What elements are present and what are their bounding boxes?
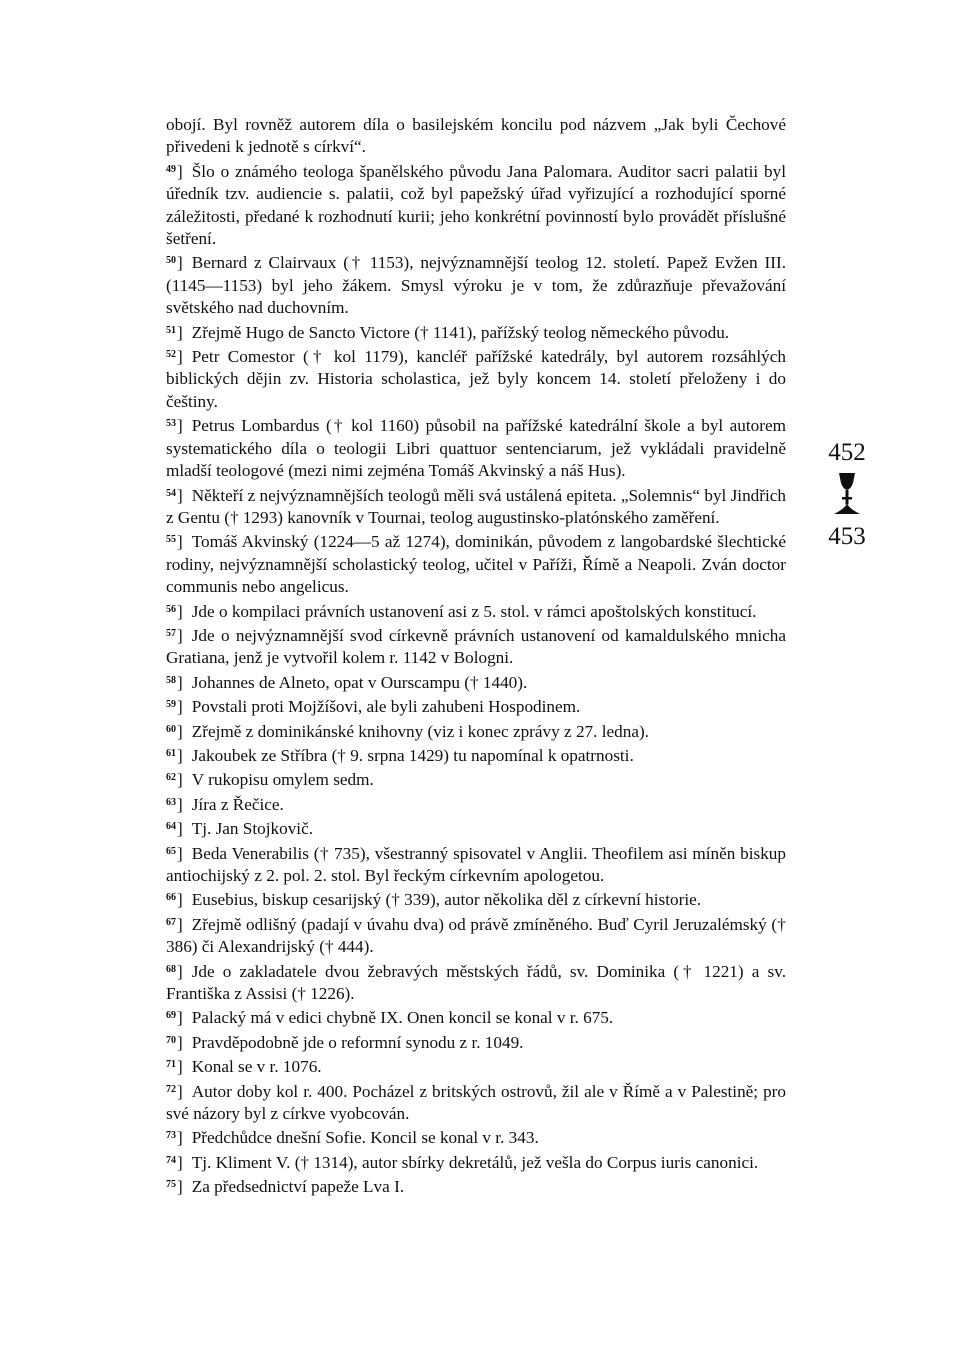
footnote-text: Tomáš Akvinský (1224—5 až 1274), dominikán, původem z langobardské šlechtické rodiny, nejvýznamnější scholastický teolog, učitel v Paříži, Římě a Neapoli. Zván doctor communis nebo angelicus. (166, 532, 786, 597)
footnote-bracket: ] (177, 819, 183, 839)
footnote-70 (166, 1030, 786, 1054)
footnote-number: 65 (166, 845, 176, 857)
footnote-text: Johannes de Alneto, opat v Ourscampu († 1440). (191, 672, 528, 692)
footnote-number: 69 (166, 1010, 176, 1022)
footnote-60 (166, 719, 786, 743)
footnote-bracket: ] (177, 890, 183, 910)
footnote-bracket: ] (177, 1032, 183, 1052)
footnote-text: Předchůdce dnešní Sofie. Koncil se konal v r. 343. (191, 1128, 539, 1148)
footnote-bracket: ] (177, 1128, 183, 1148)
footnote-number: 62 (166, 772, 176, 784)
footnote-number: 55 (166, 534, 176, 546)
footnote-text: Jde o nejvýznamnější svod církevně právních ustanovení od kamaldulského mnicha Gratiana, jenž je vytvořil kolem r. 1142 v Bologni. (166, 625, 786, 668)
footnote-68 (166, 959, 786, 1006)
footnote-number: 63 (166, 796, 176, 808)
footnote-text: Autor doby kol r. 400. Pocházel z britských ostrovů, žil ale v Římě a v Palestině; pro své názory byl z církve vyobcován. (166, 1081, 786, 1124)
footnote-67 (166, 912, 786, 959)
footnote-text: Petrus Lombardus († kol 1160) působil na pařížské katedrální škole a byl autorem systematického díla o teologii Libri quattuor sentenciarum, jež vykládali pravidelně mladší teologové (mezi nimi zejména Tomáš Akvinský a náš Hus). (166, 416, 786, 481)
footnote-52 (166, 344, 786, 413)
footnote-number: 57 (166, 627, 176, 639)
footnote-64 (166, 816, 786, 840)
footnote-number: 70 (166, 1034, 176, 1046)
footnote-bracket: ] (177, 485, 183, 505)
footnote-text: obojí. Byl rovněž autorem díla o basilejském koncilu pod názvem „Jak byli Čechové přivedeni k jednotě s církví“. (166, 115, 786, 157)
footnote-bracket: ] (177, 697, 183, 717)
page-number-top: 452 (828, 439, 866, 466)
footnote-text: Zřejmě Hugo de Sancto Victore († 1141), pařížský teolog německého původu. (191, 322, 730, 342)
footnote-bracket: ] (177, 745, 183, 765)
footnote-number: 68 (166, 963, 176, 975)
footnote-text: Zřejmě z dominikánské knihovny (viz i konec zprávy z 27. ledna). (191, 721, 649, 741)
footnote-number: 74 (166, 1154, 176, 1166)
footnote-49 (166, 159, 786, 251)
footnote-text: Jakoubek ze Stříbra († 9. srpna 1429) tu napomínal k opatrnosti. (191, 745, 634, 765)
footnote-number: 66 (166, 892, 176, 904)
footnote-58 (166, 670, 786, 694)
footnote-65 (166, 841, 786, 888)
footnote-59 (166, 694, 786, 718)
footnote-71 (166, 1054, 786, 1078)
footnote-bracket: ] (177, 601, 183, 621)
footnote-number: 60 (166, 723, 176, 735)
footnote-text: V rukopisu omylem sedm. (191, 770, 374, 790)
footnote-continuation (166, 114, 786, 159)
footnote-text: Jde o kompilaci právních ustanovení asi z 5. stol. v rámci apoštolských konstitucí. (191, 601, 757, 621)
footnote-text: Konal se v r. 1076. (191, 1057, 322, 1077)
footnote-text: Tj. Kliment V. († 1314), autor sbírky dekretálů, jež vešla do Corpus iuris canonici. (191, 1152, 759, 1172)
footnote-56 (166, 599, 786, 623)
chalice-icon (832, 472, 862, 516)
footnote-number: 54 (166, 487, 176, 499)
footnotes-section (166, 114, 786, 1199)
footnote-text: Povstali proti Mojžíšovi, ale byli zahubeni Hospodinem. (191, 697, 581, 717)
footnote-number: 49 (166, 163, 176, 175)
footnote-number: 52 (166, 349, 176, 361)
footnote-57 (166, 623, 786, 670)
footnote-74 (166, 1150, 786, 1174)
footnote-number: 75 (166, 1179, 176, 1191)
footnote-bracket: ] (177, 1177, 183, 1197)
footnote-61 (166, 743, 786, 767)
footnote-bracket: ] (177, 347, 183, 367)
footnote-bracket: ] (177, 1152, 183, 1172)
footnote-text: Eusebius, biskup cesarijský († 339), autor několika děl z církevní historie. (191, 890, 702, 910)
footnote-75 (166, 1174, 786, 1198)
footnote-text: Za předsednictví papeže Lva I. (191, 1177, 405, 1197)
footnote-number: 59 (166, 699, 176, 711)
footnote-number: 53 (166, 418, 176, 430)
footnote-text: Beda Venerabilis († 735), všestranný spisovatel v Anglii. Theofilem asi míněn biskup antiochijský z 2. pol. 2. stol. Byl řeckým církevním apologetou. (166, 843, 786, 885)
footnote-text: Jíra z Řečice. (191, 794, 284, 814)
footnote-number: 51 (166, 324, 176, 336)
footnote-bracket: ] (177, 721, 183, 741)
footnote-62 (166, 767, 786, 791)
footnote-number: 73 (166, 1130, 176, 1142)
footnote-number: 56 (166, 603, 176, 615)
page-number-bottom: 453 (828, 523, 866, 550)
footnote-text: Zřejmě odlišný (padají v úvahu dva) od právě zmíněného. Buď Cyril Jeruzalémský († 386) či Alexandrijský († 444). (166, 914, 786, 957)
footnote-text: Palacký má v edici chybně IX. Onen koncil se konal v r. 675. (191, 1008, 614, 1028)
footnote-text: Šlo o známého teologa španělského původu Jana Palomara. Auditor sacri palatii byl úředník tzv. audiencie s. palatii, což byl papežský úřad vyřizující a rozhodující sporné záležitosti, předané k rozhodnutí kurii; jeho konkrétní povinností bylo provádět příslušné šetření. (166, 161, 786, 249)
footnote-bracket: ] (177, 961, 183, 981)
footnote-text: Jde o zakladatele dvou žebravých městských řádů, sv. Dominika († 1221) a sv. Františka z Assisi († 1226). (166, 961, 786, 1004)
footnote-51 (166, 320, 786, 344)
footnote-bracket: ] (177, 161, 183, 181)
footnote-bracket: ] (177, 1008, 183, 1028)
footnote-54 (166, 483, 786, 530)
footnote-bracket: ] (177, 1057, 183, 1077)
footnote-bracket: ] (177, 1081, 183, 1101)
footnote-number: 67 (166, 916, 176, 928)
footnote-bracket: ] (177, 770, 183, 790)
footnote-text: Bernard z Clairvaux († 1153), nejvýznamnější teolog 12. století. Papež Evžen III. (1145—1153) byl jeho žákem. Smysl výroku je v tom, že zdůrazňuje převažování světského nad duchovním. (166, 253, 786, 318)
footnote-bracket: ] (177, 253, 183, 273)
footnote-bracket: ] (177, 416, 183, 436)
footnote-bracket: ] (177, 532, 183, 552)
footnote-number: 64 (166, 821, 176, 833)
footnote-bracket: ] (177, 672, 183, 692)
footnote-72 (166, 1079, 786, 1126)
footnote-50 (166, 250, 786, 319)
footnote-bracket: ] (177, 322, 183, 342)
footnote-bracket: ] (177, 914, 183, 934)
footnote-text: Petr Comestor († kol 1179), kancléř pařížské katedrály, byl autorem rozsáhlých biblických dějin zv. Historia scholastica, jež byly koncem 14. století přeloženy i do češtiny. (166, 347, 786, 411)
footnote-number: 50 (166, 255, 176, 267)
footnote-number: 71 (166, 1059, 176, 1071)
footnote-69 (166, 1005, 786, 1029)
footnote-number: 61 (166, 747, 176, 759)
footnote-bracket: ] (177, 843, 183, 863)
footnote-63 (166, 792, 786, 816)
footnote-text: Někteří z nejvýznamnějších teologů měli svá ustálená epiteta. „Solemnis“ byl Jindřich z Gentu († 1293) kanovník v Tournai, teolog augustinsko-platónského zaměření. (166, 485, 786, 527)
footnote-number: 58 (166, 674, 176, 686)
footnote-bracket: ] (177, 625, 183, 645)
footnote-number: 72 (166, 1083, 176, 1095)
footnote-55 (166, 529, 786, 598)
footnote-73 (166, 1125, 786, 1149)
footnote-66 (166, 887, 786, 911)
footnote-text: Tj. Jan Stojkovič. (191, 819, 313, 839)
page-range-marker (812, 438, 882, 552)
footnote-text: Pravděpodobně jde o reformní synodu z r. 1049. (191, 1032, 524, 1052)
footnote-bracket: ] (177, 794, 183, 814)
footnote-53 (166, 413, 786, 482)
